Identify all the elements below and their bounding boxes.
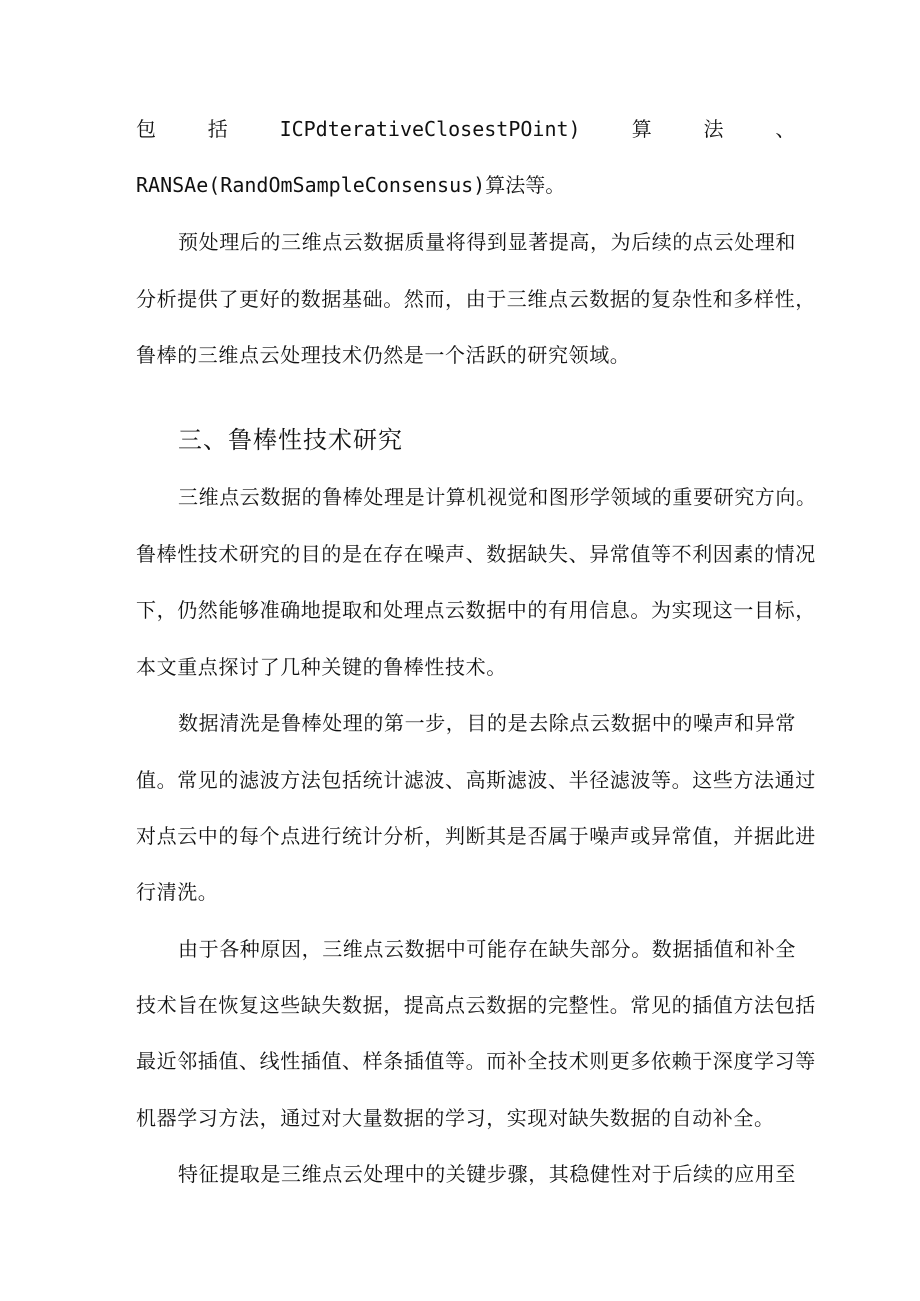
paragraph-cleaning-line: 行清洗。 (136, 880, 219, 904)
text-fragment: 法 (703, 117, 725, 141)
paragraph-interpolation-line: 由于各种原因，三维点云数据中可能存在缺失部分。数据插值和补全 (178, 937, 796, 961)
paragraph-interpolation-line: 机器学习方法，通过对大量数据的学习，实现对缺失数据的自动补全。 (136, 1106, 775, 1130)
paragraph-cleaning-line: 值。常见的滤波方法包括统计滤波、高斯滤波、半径滤波等。这些方法通过 (136, 768, 816, 792)
paragraph-intro-line: 鲁棒性技术研究的目的是在存在噪声、数据缺失、异常值等不利因素的情况 (136, 542, 816, 566)
paragraph-preprocess-line: 预处理后的三维点云数据质量将得到显著提高，为后续的点云处理和 (178, 230, 796, 254)
section-heading: 三、鲁棒性技术研究 (178, 426, 403, 454)
text-fragment: 包 (136, 117, 157, 141)
text-fragment: 算 (631, 117, 653, 141)
paragraph-top-line-1 (136, 115, 796, 143)
paragraph-cleaning-line: 对点云中的每个点进行统计分析，判断其是否属于噪声或异常值，并据此进 (136, 824, 816, 848)
text-fragment: 、 (775, 117, 796, 141)
text-fragment: ICPdterativeClosestPOint) (279, 117, 581, 141)
paragraph-preprocess-line: 分析提供了更好的数据基础。然而，由于三维点云数据的复杂性和多样性， (136, 287, 816, 311)
paragraph-top-line-2: RANSAe(RandOmSampleConsensus)算法等。 (136, 173, 566, 197)
paragraph-cleaning-line: 数据清洗是鲁棒处理的第一步，目的是去除点云数据中的噪声和异常 (178, 711, 796, 735)
paragraph-interpolation-line: 技术旨在恢复这些缺失数据，提高点云数据的完整性。常见的插值方法包括 (136, 993, 816, 1017)
text-fragment: 括 (207, 117, 229, 141)
paragraph-intro-line: 本文重点探讨了几种关键的鲁棒性技术。 (136, 655, 507, 679)
paragraph-preprocess-line: 鲁棒的三维点云处理技术仍然是一个活跃的研究领域。 (136, 343, 631, 367)
paragraph-intro-line: 下，仍然能够准确地提取和处理点云数据中的有用信息。为实现这一目标， (136, 598, 816, 622)
paragraph-intro-line: 三维点云数据的鲁棒处理是计算机视觉和图形学领域的重要研究方向。 (178, 485, 817, 509)
paragraph-feature-line: 特征提取是三维点云处理中的关键步骤，其稳健性对于后续的应用至 (178, 1162, 796, 1186)
paragraph-interpolation-line: 最近邻插值、线性插值、样条插值等。而补全技术则更多依赖于深度学习等 (136, 1049, 816, 1073)
